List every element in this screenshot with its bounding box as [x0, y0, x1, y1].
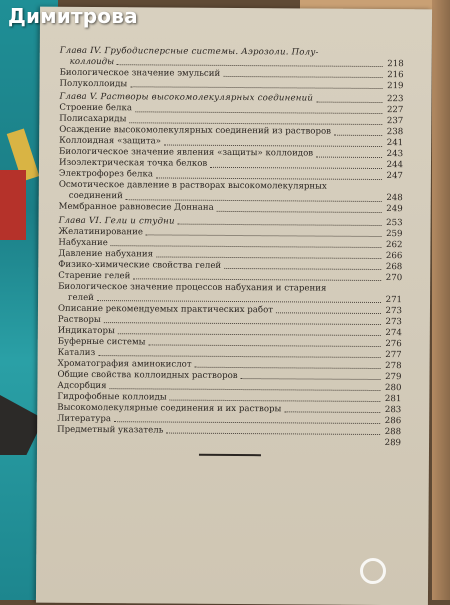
toc-leader-dots [330, 189, 382, 190]
toc-entry-title: Полисахариды [59, 114, 126, 125]
toc-entry-title: Биологическое значение явления «защиты» коллоидов [59, 147, 313, 159]
toc-entry-title: Литература [57, 414, 111, 425]
toc-page-number: 238 [385, 127, 403, 138]
toc-leader-dots [334, 135, 382, 136]
cover-pattern-red [0, 170, 26, 240]
toc-page-number: 283 [383, 405, 401, 416]
toc-page-number: 241 [385, 138, 403, 149]
toc-leader-dots [164, 144, 382, 147]
toc-leader-dots [111, 245, 382, 248]
toc-page-number: 270 [384, 273, 402, 284]
toc-leader-dots [117, 65, 383, 68]
toc-leader-dots [166, 433, 380, 435]
toc-page-number: 280 [383, 383, 401, 394]
toc-entry-row [60, 79, 404, 92]
toc-entry-title: Катализ [58, 348, 96, 359]
toc-leader-dots [156, 177, 382, 180]
toc-page-number: 274 [384, 328, 402, 339]
toc-page-number: 279 [383, 372, 401, 383]
toc-entry-title: Строение белка [59, 103, 132, 114]
toc-entry-title: Глава V. Растворы высокомолекулярных соединений [59, 92, 313, 104]
toc-leader-dots [329, 291, 381, 292]
toc-entry-title: Биологическое значение эмульсий [60, 68, 221, 80]
toc-entry-title: Желатинирование [58, 227, 143, 238]
toc-page-number: 244 [385, 160, 403, 171]
toc-leader-dots [135, 111, 382, 114]
toc-page-number: 288 [383, 427, 401, 438]
toc-entry-title: гелей [58, 293, 94, 304]
page-edge-right [432, 0, 450, 600]
toc-entry-title: Мембранное равновесие Доннана [59, 202, 214, 213]
toc-entry-title: Глава IV. Грубодисперсные системы. Аэрозоли. Полу- [60, 46, 319, 58]
toc-leader-dots [110, 388, 381, 391]
toc-entry-title: Старение гелей [58, 271, 130, 282]
toc-page-number: 248 [385, 193, 403, 204]
toc-leader-dots [146, 235, 382, 238]
toc-page-number: 278 [384, 361, 402, 372]
watermark-ring-icon [360, 558, 386, 584]
toc-entry-title: Предметный указатель [57, 425, 163, 436]
toc-leader-dots [195, 367, 381, 369]
toc-entry-title: Адсорбция [57, 381, 106, 392]
toc-leader-dots [178, 224, 382, 226]
toc-entry-title: Полуколлоиды [60, 79, 128, 90]
section-divider [199, 454, 261, 457]
toc-entry-title: Осаждение высокомолекулярных соединений из растворов [59, 125, 331, 137]
toc-page-number: 249 [385, 204, 403, 215]
toc-leader-dots [104, 322, 381, 325]
toc-page-number: 277 [384, 350, 402, 361]
toc-leader-dots [60, 443, 380, 446]
toc-page-number: 259 [384, 229, 402, 240]
toc-entry-title: Хроматография аминокислот [58, 359, 192, 370]
toc-entry-title: Глава VI. Гели и студни [59, 216, 175, 227]
toc-entry-title: Индикаторы [58, 326, 115, 337]
toc-page-number: 273 [384, 306, 402, 317]
toc-leader-dots [223, 76, 382, 78]
toc-leader-dots [130, 87, 382, 90]
toc-entry-row [57, 436, 401, 449]
toc-page-number: 286 [383, 416, 401, 427]
toc-leader-dots [210, 167, 382, 169]
toc-page-number: 262 [384, 240, 402, 251]
toc-page-number: 281 [383, 394, 401, 405]
toc-entry-title: Физико-химические свойства гелей [58, 260, 221, 272]
toc-page-number: 218 [386, 59, 404, 70]
toc-entry-title: Коллоидная «защита» [59, 136, 161, 147]
toc-page-number: 237 [385, 116, 403, 127]
toc-entry-title: Общие свойства коллоидных растворов [57, 370, 237, 382]
toc-entry-title: Набухание [58, 238, 107, 249]
toc-leader-dots [322, 55, 383, 56]
toc-entry-title: Электрофорез белка [59, 169, 153, 180]
toc-entry-title: Давление набухания [58, 249, 153, 260]
toc-page-number: 223 [385, 94, 403, 105]
toc-leader-dots [217, 211, 382, 213]
table-of-contents [57, 43, 404, 449]
toc-leader-dots [98, 355, 380, 358]
toc-page-number: 253 [385, 218, 403, 229]
toc-page-number: 289 [383, 438, 401, 449]
toc-page-number: 243 [385, 149, 403, 160]
toc-entry-title: Изоэлектрическая точка белков [59, 158, 207, 169]
toc-page-number: 219 [386, 81, 404, 92]
toc-page-number: 276 [384, 339, 402, 350]
toc-leader-dots [316, 101, 382, 102]
toc-entry-title: Растворы [58, 315, 101, 326]
toc-leader-dots [129, 122, 382, 125]
book-page [36, 7, 432, 605]
toc-page-number: 247 [385, 171, 403, 182]
toc-entry-title: Буферные системы [58, 337, 146, 348]
toc-entry-title: Описание рекомендуемых практических работ [58, 304, 273, 316]
toc-leader-dots [224, 268, 381, 270]
toc-entry-row [59, 202, 403, 215]
toc-leader-dots [149, 345, 381, 348]
toc-entry-title: Гидрофобные коллоиды [57, 392, 166, 403]
toc-page-number: 216 [386, 70, 404, 81]
toc-entry-title: Осмотическое давление в растворах высокомолекулярных [59, 180, 327, 192]
toc-leader-dots [126, 199, 382, 202]
toc-leader-dots [276, 313, 381, 315]
toc-leader-dots [97, 300, 381, 303]
toc-page-number: 227 [385, 105, 403, 116]
toc-entry-title: соединений [59, 191, 123, 202]
toc-page-number: 271 [384, 295, 402, 306]
toc-entry-title: Биологическое значение процессов набухания и старения [58, 282, 326, 294]
toc-leader-dots [118, 333, 381, 336]
seller-name: Димитрова [8, 4, 138, 28]
toc-leader-dots [114, 421, 380, 424]
toc-leader-dots [133, 279, 381, 282]
toc-page-number: 268 [384, 262, 402, 273]
toc-leader-dots [316, 156, 382, 157]
toc-page-number: 273 [384, 317, 402, 328]
toc-leader-dots [170, 400, 381, 402]
toc-leader-dots [284, 412, 380, 414]
toc-page-number: 266 [384, 251, 402, 262]
watermark-logo [360, 552, 424, 588]
toc-leader-dots [156, 257, 381, 260]
toc-leader-dots [241, 378, 381, 380]
toc-entry-title: коллоиды [60, 57, 114, 68]
toc-entry-title: Высокомолекулярные соединения и их растворы [57, 403, 281, 415]
